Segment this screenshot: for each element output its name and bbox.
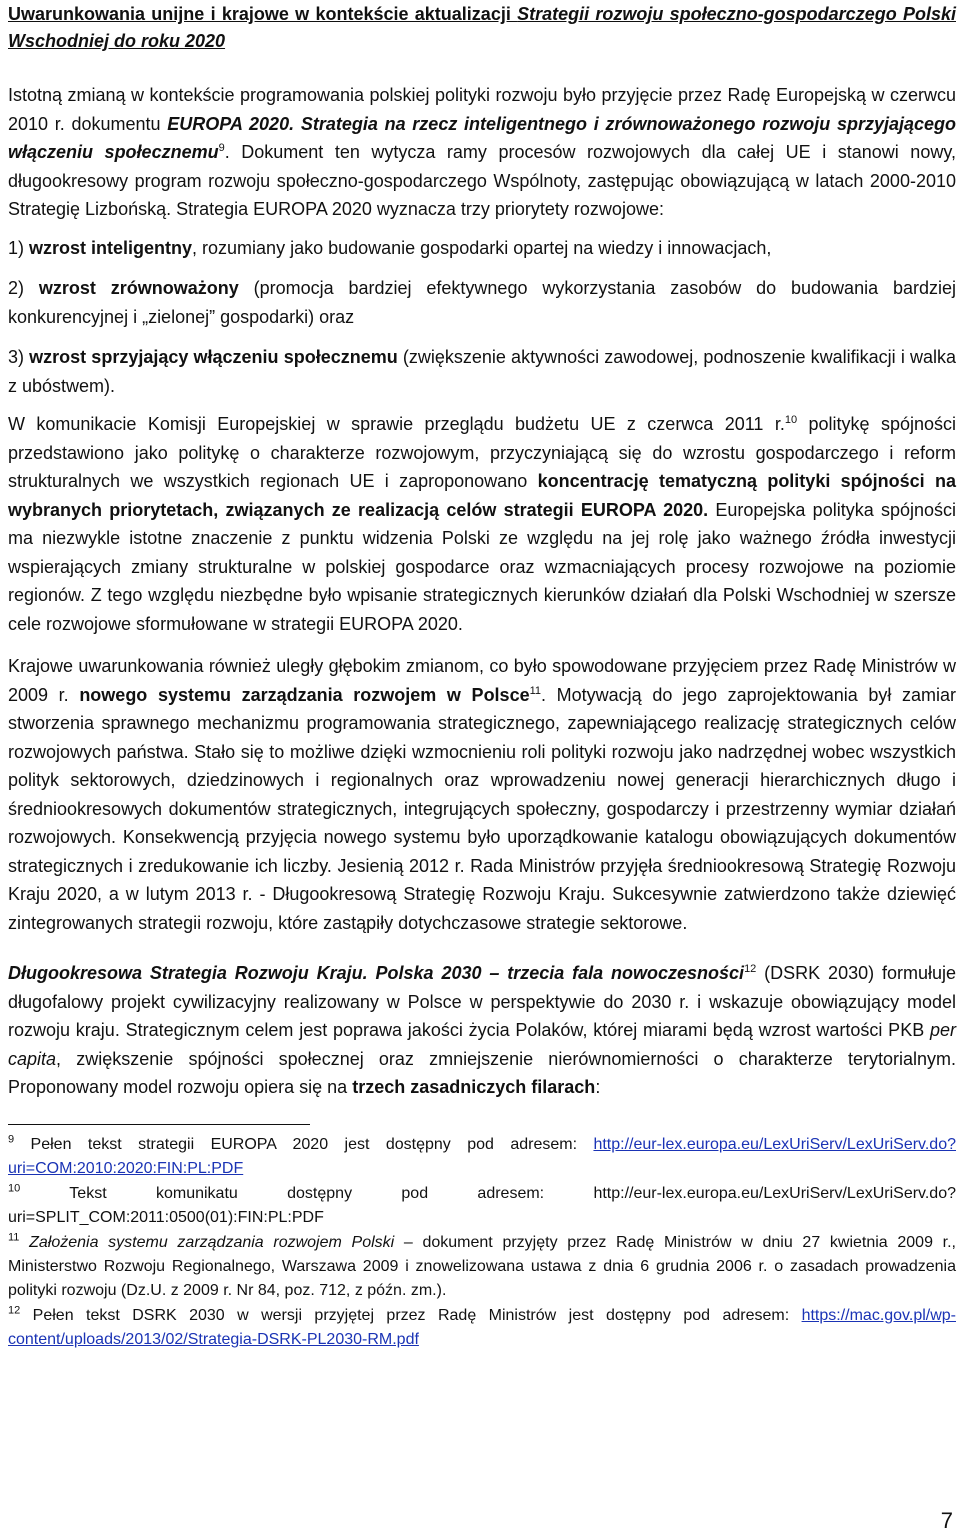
footnote-link[interactable]: https://mac.gov.pl/wp-content/uploads/2013/02/Strategia-DSRK-PL2030-RM.pdf: [8, 1306, 956, 1348]
footnote-text: – dokument przyjęty przez Radę Ministrów w dniu 27 kwietnia 2009 r., Ministerstwo Rozwoju Regionalnego, Warszawa 2009 i znowelizowana ustawa z dnia 6 grudnia 2006 r. o zasadach prowadzenia polityki rozwoju (Dz.U. z 2009 r. Nr 84, poz. 712, z późn. zm.).: [8, 1233, 957, 1299]
heading-text: Uwarunkowania unijne i krajowe w kontekście aktualizacji: [8, 4, 518, 24]
paragraph-text: Europejska polityka spójności ma niezwykle istotne znaczenie z punktu widzenia Polski ze względu na jej rolę jako ważnego źródła inwestycji wspierających zmiany strukturalne w polskiej gospodarce oraz wzmacniających procesy rozwojowe na poziomie regionów. Z tego względu niezbędne było wpisanie strategicznych kierunków działań dla Polski Wschodniej w szersze cele rozwojowe sformułowane w strategii EUROPA 2020.: [8, 499, 956, 634]
emphasis-bold: trzech zasadniczych filarach: [352, 1077, 596, 1097]
priority-title: wzrost inteligentny: [29, 237, 193, 258]
paragraph-europa-2020: [8, 81, 956, 224]
footnote-separator: [8, 1124, 310, 1125]
doc-title-bold: EUROPA 2020.: [167, 113, 301, 134]
footnote-11: [8, 1231, 956, 1303]
priority-title: wzrost sprzyjający włączeniu społecznemu: [29, 347, 398, 367]
footnote-number: 11: [8, 1231, 20, 1244]
footnote-number: 9: [8, 1133, 15, 1146]
page-number: 7: [940, 1508, 953, 1533]
paragraph-text: , zwiększenie spójności społecznej oraz zmniejszenie nierównomierności o charakterze terytorialnym. Proponowany model rozwoju opiera się na: [8, 1048, 956, 1097]
list-number: 3): [8, 347, 30, 367]
list-number: 2): [8, 278, 39, 298]
priority-item-1: [8, 234, 956, 263]
emphasis-bold: koncentrację tematyczną polityki spójności na wybranych priorytetach, związanych ze realizacją celów strategii EUROPA 2020.: [8, 471, 957, 520]
footnote-italic-title: Założenia systemu zarządzania rozwojem Polski: [19, 1233, 395, 1251]
doc-title-bold-italic: Długookresowa Strategia Rozwoju Kraju. Polska 2030 – trzecia fala nowoczesności: [8, 963, 745, 983]
paragraph-text: W komunikacie Komisji Europejskiej w sprawie przeglądu budżetu UE z czerwca 2011 r.: [8, 414, 785, 434]
footnote-number: 10: [8, 1182, 21, 1195]
priority-text: (zwiększenie aktywności zawodowej, podnoszenie kwalifikacji i walka z ubóstwem).: [8, 347, 956, 396]
footnote-9: [8, 1133, 956, 1181]
footnote-link[interactable]: http://eur-lex.europa.eu/LexUriServ/LexUriServ.do?uri=COM:2010:2020:FIN:PL:PDF: [8, 1135, 956, 1177]
paragraph-text: :: [595, 1077, 601, 1097]
heading-italic-title: Strategii rozwoju społeczno-gospodarczego Polski Wschodniej do roku 2020: [8, 4, 956, 51]
paragraph-text: . Motywacją do jego zaprojektowania był zamiar stworzenia sprawnego mechanizmu programowania strategicznego, zapewniającego realizację strategicznych celów rozwojowych państwa. Stało się to możliwe dzięki wzmocnieniu roli polityki rozwoju jako nadrzędnej wobec wszystkich polityk sektorowych, dziedzinowych i regionalnych oraz wprowadzeniu nowej generacji hierarchicznych długo i średniookresowych dokumentów strategicznych, integrujących społeczny, gospodarczy i przestrzenny wymiar działań rozwojowych. Konsekwencją przyjęcia nowego systemu było uporządkowanie katalogu obowiązujących dokumentów strategicznych i zredukowanie ich liczby. Jesienią 2012 r. Rada Ministrów przyjęła średniookresową Strategię Rozwoju Kraju 2020, a w lutym 2013 r. - Długookresową Strategię Rozwoju Kraju. Sukcesywnie zatwierdzono także dziewięć zintegrowanych strategii rozwoju, które zastąpiły dotychczasowe strategie sektorowe.: [8, 684, 957, 933]
priority-item-2: [8, 274, 956, 331]
document-page: [8, 0, 956, 1353]
footnote-text: Pełen tekst DSRK 2030 w wersji przyjętej przez Radę Ministrów jest dostępny pod adresem:: [20, 1306, 802, 1324]
paragraph-text: Istotną zmianą w kontekście programowania polskiej polityki rozwoju było przyjęcie przez Radę Europejską w czerwcu 2010 r. dokumentu: [8, 85, 956, 134]
footnote-ref-9[interactable]: 9: [218, 142, 225, 154]
footnote-10: [8, 1182, 956, 1230]
emphasis-italic: per capita: [8, 1020, 956, 1069]
paragraph-dsrk-2030: [8, 959, 956, 1102]
paragraph-text: politykę spójności przedstawiono jako politykę o charakterze rozwojowym, przyczyniającą się do wzrostu gospodarczego i reform strukturalnych we wszystkich regionach UE i zaproponowano: [8, 414, 956, 491]
footnote-ref-12[interactable]: 12: [744, 963, 757, 975]
footnote-ref-10[interactable]: 10: [784, 414, 798, 426]
emphasis-bold: nowego systemu zarządzania rozwojem w Polsce: [79, 684, 530, 705]
priority-item-3: [8, 343, 956, 400]
footnote-12: [8, 1304, 956, 1352]
section-heading: [8, 0, 956, 55]
priority-text: , rozumiany jako budowanie gospodarki opartej na wiedzy i innowacjach,: [192, 237, 772, 258]
footnote-ref-11[interactable]: 11: [529, 684, 542, 697]
paragraph-cohesion-policy: [8, 410, 956, 638]
paragraph-national-conditions: [8, 652, 956, 937]
paragraph-text: Krajowe uwarunkowania również uległy głębokim zmianom, co było spowodowane przyjęciem przez Radę Ministrów w 2009 r.: [8, 656, 956, 705]
doc-subtitle-bold-italic: Strategia na rzecz inteligentnego i zrównoważonego rozwoju sprzyjającego włączeniu społecznemu: [8, 113, 957, 162]
priority-title: wzrost zrównoważony: [38, 278, 239, 298]
list-number: 1): [8, 237, 30, 258]
paragraph-text: . Dokument ten wytycza ramy procesów rozwojowych dla całej UE i stanowi nowy, długookresowy program rozwoju społeczno-gospodarczego Wspólnoty, zastępując obowiązującą w latach 2000-2010 Strategię Lizbońską. Strategia EUROPA 2020 wyznacza trzy priorytety rozwojowe:: [8, 142, 956, 219]
priority-text: (promocja bardziej efektywnego wykorzystania zasobów do budowania bardziej konkurencyjnej i „zielonej” gospodarki) oraz: [8, 278, 956, 327]
footnote-text: Tekst komunikatu dostępny pod adresem: http://eur-lex.europa.eu/LexUriServ/LexUriServ.do?uri=SPLIT_COM:2011:0500(01):FIN:PL:PDF: [8, 1184, 956, 1226]
footnote-text: Pełen tekst strategii EUROPA 2020 jest dostępny pod adresem:: [14, 1135, 594, 1153]
paragraph-text: (DSRK 2030) formułuje długofalowy projekt cywilizacyjny realizowany w Polsce w perspektywie do 2030 r. i wskazuje obowiązujący model rozwoju kraju. Strategicznym celem jest poprawa jakości życia Polaków, której miarami będą wzrost wartości PKB: [8, 963, 956, 1040]
footnote-number: 12: [8, 1304, 21, 1317]
